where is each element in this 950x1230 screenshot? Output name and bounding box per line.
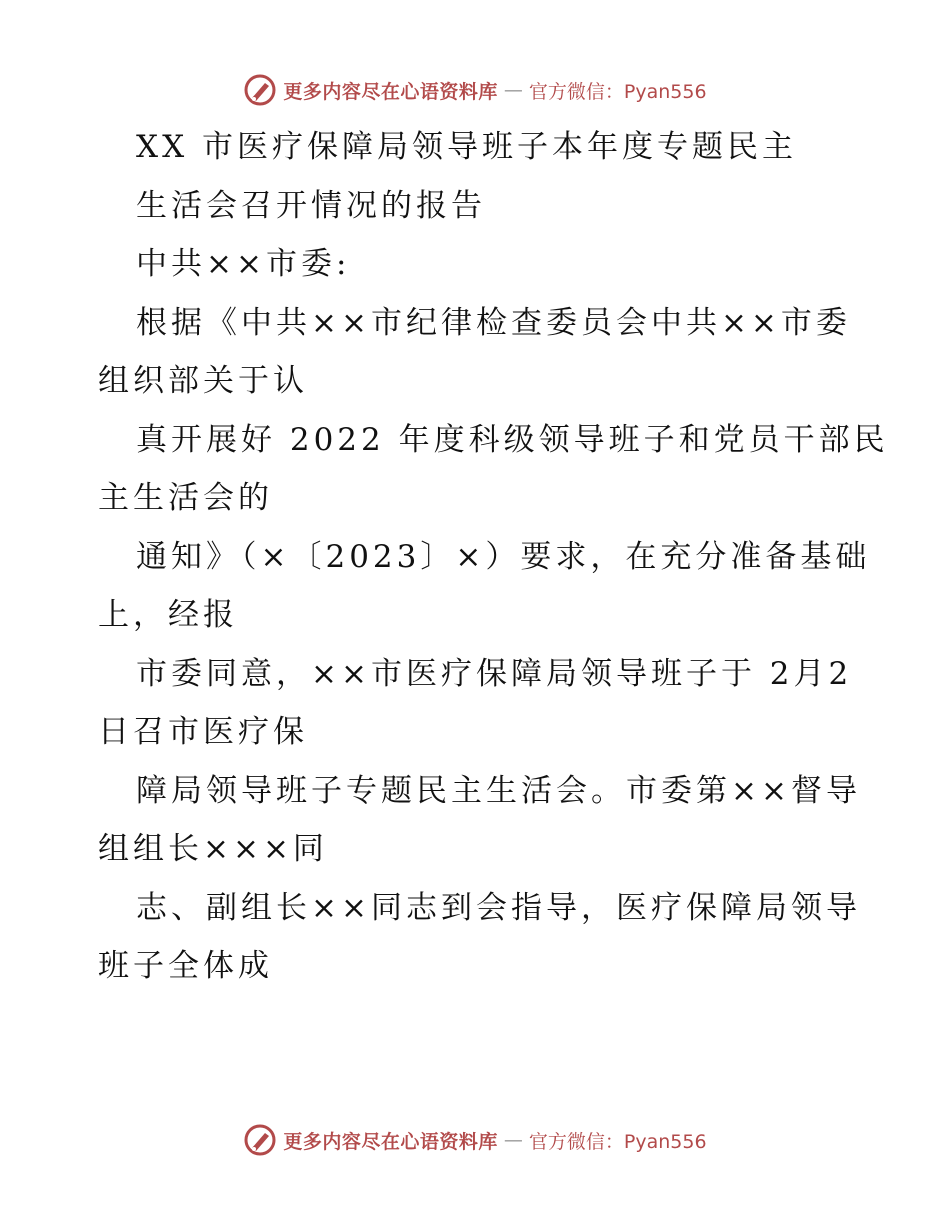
document-line: 组组长×××同 (98, 831, 328, 867)
document-line: 通知》（×〔2023〕×）要求，在充分准备基础 (136, 538, 871, 575)
document-line: 中共××市委: (136, 246, 351, 282)
document-line: 障局领导班子专题民主生活会。市委第××督导 (136, 772, 861, 809)
watermark-separator: — (503, 79, 523, 101)
footer-watermark (0, 1120, 950, 1160)
document-line: 市委同意，××市医疗保障局领导班子于 2月2 (136, 655, 853, 692)
document-line: 根据《中共××市纪律检查委员会中共××市委 (136, 304, 851, 341)
document-body (98, 118, 889, 996)
watermark-wechat: 官方微信：Pyan556 (528, 1130, 707, 1153)
document-line: 生活会召开情况的报告 (136, 187, 486, 224)
watermark-text: 更多内容尽在心语资料库 (283, 80, 498, 103)
watermark-wechat: 官方微信：Pyan556 (528, 80, 707, 103)
document-line: 志、副组长××同志到会指导，医疗保障局领导 (136, 889, 861, 926)
document-line: 主生活会的 (98, 480, 273, 516)
header-watermark (0, 70, 950, 110)
document-line: 日召市医疗保 (98, 714, 308, 750)
document-title-line: XX 市医疗保障局领导班子本年度专题民主 (136, 129, 797, 165)
watermark-text: 更多内容尽在心语资料库 (283, 1130, 498, 1153)
document-line: 组织部关于认 (98, 363, 308, 399)
document-line: 班子全体成 (98, 948, 273, 984)
document-line: 上，经报 (98, 597, 238, 633)
pen-logo-icon (243, 1123, 277, 1157)
document-line: 真开展好 2022 年度科级领导班子和党员干部民 (136, 421, 889, 458)
pen-logo-icon (243, 73, 277, 107)
watermark-separator: — (503, 1129, 523, 1151)
